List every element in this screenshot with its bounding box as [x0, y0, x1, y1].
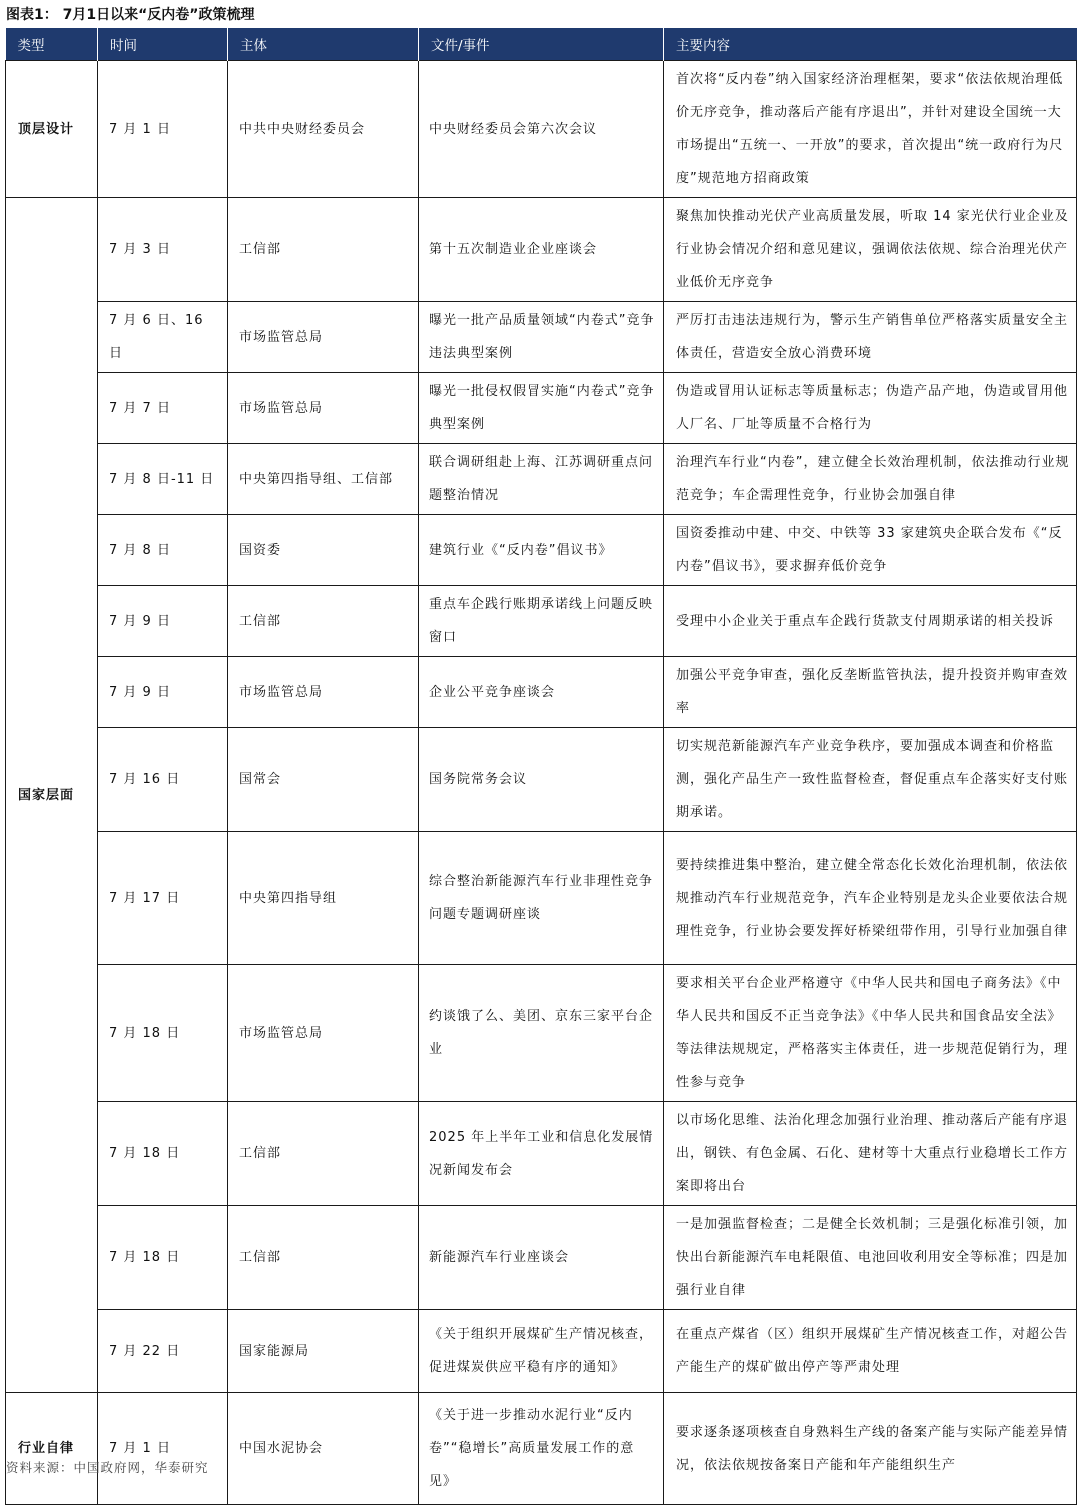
cell-event: 约谈饿了么、美团、京东三家平台企业 [419, 965, 664, 1102]
cell-event: 企业公平竞争座谈会 [419, 657, 664, 728]
table-row [6, 1206, 1077, 1310]
cell-date: 7 月 17 日 [98, 832, 228, 965]
cell-event: 中央财经委员会第六次会议 [419, 61, 664, 198]
cell-event: 重点车企践行账期承诺线上问题反映窗口 [419, 586, 664, 657]
table-row [6, 373, 1077, 444]
header-date: 时间 [98, 28, 228, 61]
cell-subject: 市场监管总局 [228, 373, 419, 444]
header-content: 主要内容 [664, 28, 1077, 61]
table-row [6, 61, 1077, 198]
source-note: 资料来源：中国政府网，华泰研究 [6, 1460, 209, 1475]
cell-event: 曝光一批侵权假冒实施“内卷式”竞争典型案例 [419, 373, 664, 444]
cell-subject: 国资委 [228, 515, 419, 586]
cell-content: 要求相关平台企业严格遵守《中华人民共和国电子商务法》《中华人民共和国反不正当竞争法》《中华人民共和国食品安全法》等法律法规规定，严格落实主体责任，进一步规范促销行为，理性参与竞争 [664, 965, 1077, 1102]
header-type: 类型 [6, 28, 98, 61]
cell-content: 切实规范新能源汽车产业竞争秩序，要加强成本调查和价格监测，强化产品生产一致性监督检查，督促重点车企落实好支付账期承诺。 [664, 728, 1077, 832]
table-header-row [6, 28, 1077, 61]
cell-subject: 中央第四指导组、工信部 [228, 444, 419, 515]
table-row [6, 832, 1077, 965]
cell-date: 7 月 18 日 [98, 1102, 228, 1206]
cell-content: 一是加强监督检查；二是健全长效机制；三是强化标准引领，加快出台新能源汽车电耗限值、电池回收利用安全等标准；四是加强行业自律 [664, 1206, 1077, 1310]
table-row [6, 302, 1077, 373]
cell-content: 伪造或冒用认证标志等质量标志；伪造产品产地，伪造或冒用他人厂名、厂址等质量不合格行为 [664, 373, 1077, 444]
cell-content: 严厉打击违法违规行为，警示生产销售单位严格落实质量安全主体责任，营造安全放心消费环境 [664, 302, 1077, 373]
cell-content: 治理汽车行业“内卷”，建立健全长效治理机制，依法推动行业规范竞争；车企需理性竞争，行业协会加强自律 [664, 444, 1077, 515]
cell-subject: 中共中央财经委员会 [228, 61, 419, 198]
cell-event: 2025 年上半年工业和信息化发展情况新闻发布会 [419, 1102, 664, 1206]
cell-event: 《关于组织开展煤矿生产情况核查，促进煤炭供应平稳有序的通知》 [419, 1310, 664, 1393]
cell-event: 国务院常务会议 [419, 728, 664, 832]
table-row [6, 1393, 1077, 1505]
cell-subject: 国常会 [228, 728, 419, 832]
cell-event: 建筑行业《“反内卷”倡议书》 [419, 515, 664, 586]
policy-table [5, 28, 1077, 1505]
cell-type: 行业自律 [6, 1393, 98, 1505]
cell-content: 要持续推进集中整治，建立健全常态化长效化治理机制，依法依规推动汽车行业规范竞争，汽车企业特别是龙头企业要依法合规理性竞争，行业协会要发挥好桥梁纽带作用，引导行业加强自律 [664, 832, 1077, 965]
cell-content: 加强公平竞争审查，强化反垄断监管执法，提升投资并购审查效率 [664, 657, 1077, 728]
cell-content: 在重点产煤省（区）组织开展煤矿生产情况核查工作，对超公告产能生产的煤矿做出停产等严肃处理 [664, 1310, 1077, 1393]
cell-event: 《关于进一步推动水泥行业“反内卷”“稳增长”高质量发展工作的意见》 [419, 1393, 664, 1505]
cell-date: 7 月 22 日 [98, 1310, 228, 1393]
cell-content: 受理中小企业关于重点车企践行货款支付周期承诺的相关投诉 [664, 586, 1077, 657]
table-row [6, 198, 1077, 302]
cell-date: 7 月 9 日 [98, 657, 228, 728]
cell-subject: 中国水泥协会 [228, 1393, 419, 1505]
table-row [6, 728, 1077, 832]
cell-event: 曝光一批产品质量领域“内卷式”竞争违法典型案例 [419, 302, 664, 373]
cell-subject: 中央第四指导组 [228, 832, 419, 965]
header-subject: 主体 [228, 28, 419, 61]
cell-subject: 市场监管总局 [228, 965, 419, 1102]
cell-event: 第十五次制造业企业座谈会 [419, 198, 664, 302]
cell-content: 聚焦加快推动光伏产业高质量发展，听取 14 家光伏行业企业及行业协会情况介绍和意见建议，强调依法依规、综合治理光伏产业低价无序竞争 [664, 198, 1077, 302]
cell-subject: 市场监管总局 [228, 657, 419, 728]
cell-event: 新能源汽车行业座谈会 [419, 1206, 664, 1310]
cell-content: 要求逐条逐项核查自身熟料生产线的备案产能与实际产能差异情况，依法依规按备案日产能和年产能组织生产 [664, 1393, 1077, 1505]
cell-date: 7 月 18 日 [98, 1206, 228, 1310]
cell-subject: 工信部 [228, 586, 419, 657]
cell-date: 7 月 8 日 [98, 515, 228, 586]
cell-type: 国家层面 [6, 198, 98, 1393]
cell-content: 以市场化思维、法治化理念加强行业治理、推动落后产能有序退出，钢铁、有色金属、石化、建材等十大重点行业稳增长工作方案即将出台 [664, 1102, 1077, 1206]
cell-date: 7 月 8 日-11 日 [98, 444, 228, 515]
cell-content: 首次将“反内卷”纳入国家经济治理框架，要求“依法依规治理低价无序竞争，推动落后产能有序退出”，并针对建设全国统一大市场提出“五统一、一开放”的要求，首次提出“统一政府行为尺度”规范地方招商政策 [664, 61, 1077, 198]
cell-type: 顶层设计 [6, 61, 98, 198]
table-row [6, 515, 1077, 586]
cell-date: 7 月 3 日 [98, 198, 228, 302]
header-event: 文件/事件 [419, 28, 664, 61]
cell-event: 联合调研组赴上海、江苏调研重点问题整治情况 [419, 444, 664, 515]
cell-date: 7 月 9 日 [98, 586, 228, 657]
table-body [6, 61, 1077, 1505]
cell-date: 7 月 16 日 [98, 728, 228, 832]
cell-subject: 工信部 [228, 1102, 419, 1206]
cell-date: 7 月 1 日 [98, 1393, 228, 1505]
table-row [6, 965, 1077, 1102]
cell-subject: 市场监管总局 [228, 302, 419, 373]
cell-content: 国资委推动中建、中交、中铁等 33 家建筑央企联合发布《“反内卷”倡议书》，要求摒弃低价竞争 [664, 515, 1077, 586]
table-row [6, 1310, 1077, 1393]
cell-date: 7 月 18 日 [98, 965, 228, 1102]
figure-title: 图表1： 7月1日以来“反内卷”政策梳理 [6, 7, 255, 23]
cell-subject: 工信部 [228, 1206, 419, 1310]
table-row [6, 444, 1077, 515]
table-row [6, 1102, 1077, 1206]
cell-subject: 工信部 [228, 198, 419, 302]
cell-date: 7 月 7 日 [98, 373, 228, 444]
cell-subject: 国家能源局 [228, 1310, 419, 1393]
table-row [6, 586, 1077, 657]
cell-date: 7 月 6 日、16 日 [98, 302, 228, 373]
cell-date: 7 月 1 日 [98, 61, 228, 198]
cell-event: 综合整治新能源汽车行业非理性竞争问题专题调研座谈 [419, 832, 664, 965]
table-row [6, 657, 1077, 728]
